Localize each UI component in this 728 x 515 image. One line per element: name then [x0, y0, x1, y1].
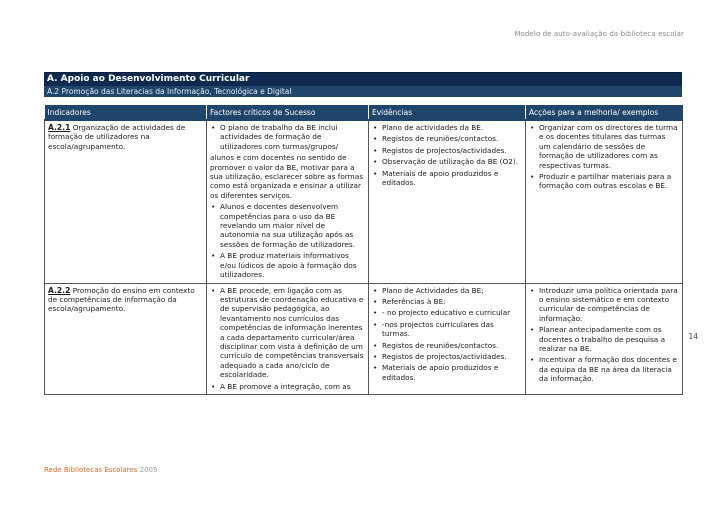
evidence-cell [369, 283, 526, 394]
list-item: • Introduzir uma política orientada para o ensino sistemático e em contexto curricular de competências de informação. [529, 286, 679, 324]
list-item: • Registos de reuniões/contactos. [372, 134, 522, 143]
indicator-code: A.2.1 [48, 123, 71, 132]
list-item: • Materiais de apoio produzidos e editados. [372, 169, 522, 188]
indicator-cell [45, 120, 207, 283]
list-item: • Registos de projectos/actividades. [372, 146, 522, 155]
list-item: • Planear antecipadamente com os docentes o trabalho de pesquisa a realizar na BE. [529, 325, 679, 353]
table-row [45, 283, 683, 394]
page-number: 14 [688, 332, 698, 341]
list-item: • Plano de Actividades da BE; [372, 286, 522, 295]
list-item: • Plano de actividades da BE. [372, 123, 522, 132]
list-item: • Alunos e docentes desenvolvem competências para o uso da BE revelando um maior nível de autonomia na sua utilização após as sessões de formação de utilizadores. [210, 202, 365, 249]
evidence-cell [369, 120, 526, 283]
list-item: • Registos de projectos/actividades. [372, 352, 522, 361]
document-body [44, 72, 682, 395]
list-item: • Observação de utilização da BE (O2). [372, 157, 522, 166]
col-header-evidencias: Evidências [369, 105, 526, 120]
table-row [45, 120, 683, 283]
col-header-factores: Factores críticos de Sucesso [207, 105, 369, 120]
section-title: A. Apoio ao Desenvolvimento Curricular [44, 72, 682, 86]
actions-cell [526, 283, 683, 394]
list-item: • Organizar com os directores de turma e os docentes titulares das turmas um calendário de sessões de formação de utilizadores com as respectivas turmas. [529, 123, 679, 170]
list-item: • - no projecto educativo e curricular [372, 308, 522, 317]
factors-cell [207, 120, 369, 283]
col-header-accoes: Acções para a melhoria/ exemplos [526, 105, 683, 120]
footer-org: Rede Bibliotecas Escolares [44, 466, 138, 474]
page-header: Modelo de auto-avaliação da biblioteca escolar [514, 30, 684, 38]
evaluation-table [44, 105, 683, 395]
table-header-row [45, 105, 683, 120]
footer-year: 2009 [139, 466, 158, 474]
indicator-code: A.2.2 [48, 285, 71, 295]
indicator-cell [45, 283, 207, 394]
indicator-text: Promoção do ensino em contexto de competências de informação da escola/agrupamento. [48, 285, 195, 314]
factors-cell [207, 283, 369, 394]
actions-cell [526, 120, 683, 283]
indicator-text: Organização de actividades de formação de utilizadores na escola/agrupamento. [48, 123, 186, 151]
list-item: • Referências à BE: [372, 297, 522, 306]
list-item: • -nos projectos curriculares das turmas. [372, 320, 522, 339]
list-item: • Incentivar a formação dos docentes e da equipa da BE na área da literacia da informação. [529, 355, 679, 383]
list-item: alunos e com docentes no sentido de promover o valor da BE, motivar para a sua utilização, esclarecer sobre as formas como está organizada e ensinar a utilizar os diferentes serviços. [210, 153, 364, 200]
list-item: • Produzir e partilhar materiais para a formação com outras escolas e BE. [529, 172, 679, 191]
list-item: • A BE produz materiais informativos e/ou lúdicos de apoio à formação dos utilizadores. [210, 251, 365, 279]
list-item: • Materiais de apoio produzidos e editados. [372, 363, 522, 382]
list-item: • A BE procede, em ligação com as estruturas de coordenação educativa e de supervisão pedagógica, ao levantamento nos currículos das competências de informação inerentes a cada departamento curricular/área disciplinar com vista à definição de um currículo de competências transversais adequado a cada ano/ciclo de escolaridade. [210, 286, 365, 380]
section-subtitle: A.2 Promoção das Literacias da Informação, Tecnológica e Digital [44, 86, 682, 97]
footer [44, 466, 157, 474]
list-item: • A BE promove a integração, com as [210, 382, 365, 391]
col-header-indicadores: Indicadores [45, 105, 207, 120]
list-item: • O plano de trabalho da BE inclui actividades de formação de utilizadores com turmas/grupos/ [210, 123, 365, 151]
list-item: • Registos de reuniões/contactos. [372, 341, 522, 350]
